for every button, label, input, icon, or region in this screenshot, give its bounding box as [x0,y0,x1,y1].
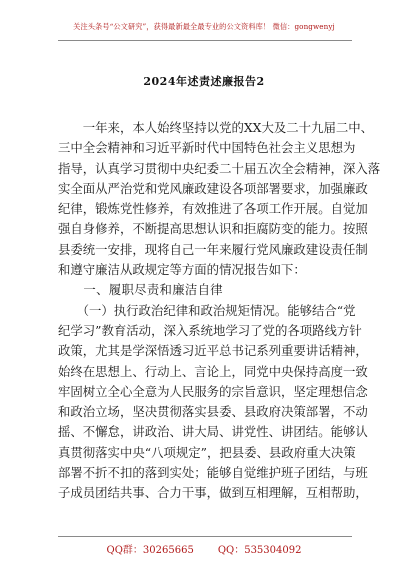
body-line: 子成员团结共事、合力干事，做到互相理解，互相帮助， [58,485,368,501]
footer-divider [58,536,352,537]
body-line: （一）执行政治纪律和政治规矩情况。能够结合“党 [58,302,356,318]
document-title: 2024年述责述廉报告2 [143,75,265,88]
body-line: 纪学习”教育活动，深入系统地学习了党的各项路线方针 [58,322,362,338]
footer-qq-group: QQ群：30265665 [106,545,194,556]
body-line: 一年来，本人始终坚持以党的XX大及二十九届二中、 [58,120,374,135]
body-line: 三中全会精神和习近平新时代中国特色社会主义思想为 [58,140,356,156]
body-line: 摇、不懈怠，讲政治、讲大局、讲党性、讲团结。能够认 [58,424,368,440]
body-line: 始终在思想上、行动上、言论上，同党中央保持高度一致 [58,363,368,379]
body-line: 县委统一安排，现将自己一年来履行党风廉政建设责任制 [58,241,368,257]
body-line: 和政治立场，坚决贯彻落实县委、县政府决策部署，不动 [58,404,368,420]
body-line: 强自身修养，不断提高思想认识和拒腐防变的能力。按照 [58,221,368,237]
body-line: 和遵守廉洁从政规定等方面的情况报告如下： [58,262,306,278]
body-line: 实全面从严治党和党风廉政建设各项部署要求，加强廉政 [58,180,368,196]
header-banner: 关注头条号“公文研究”，获得最新最全最专业的公文资料库！ 微信：gongwenyj [73,22,335,31]
body-line: 指导，认真学习贯彻中央纪委二十届五次全会精神，深入落 [58,160,381,176]
footer-contact [0,541,408,556]
body-line: 纪律，锻炼党性修养，有效推进了各项工作开展。自觉加 [58,201,368,217]
header-divider [58,40,352,41]
document-body [58,118,381,504]
section-heading: 一、履职尽责和廉洁自律 [58,282,223,298]
body-line: 真贯彻落实中央“八项规定”，把县委、县政府重大决策 [58,444,356,460]
footer-qq-number: QQ：535304092 [217,545,302,556]
body-line: 政策，尤其是学深悟透习近平总书记系列重要讲话精神， [58,343,368,359]
body-line: 部署不折不扣的落到实处；能够自觉维护班子团结，与班 [58,465,368,481]
body-line: 牢固树立全心全意为人民服务的宗旨意识，坚定理想信念 [58,383,368,399]
